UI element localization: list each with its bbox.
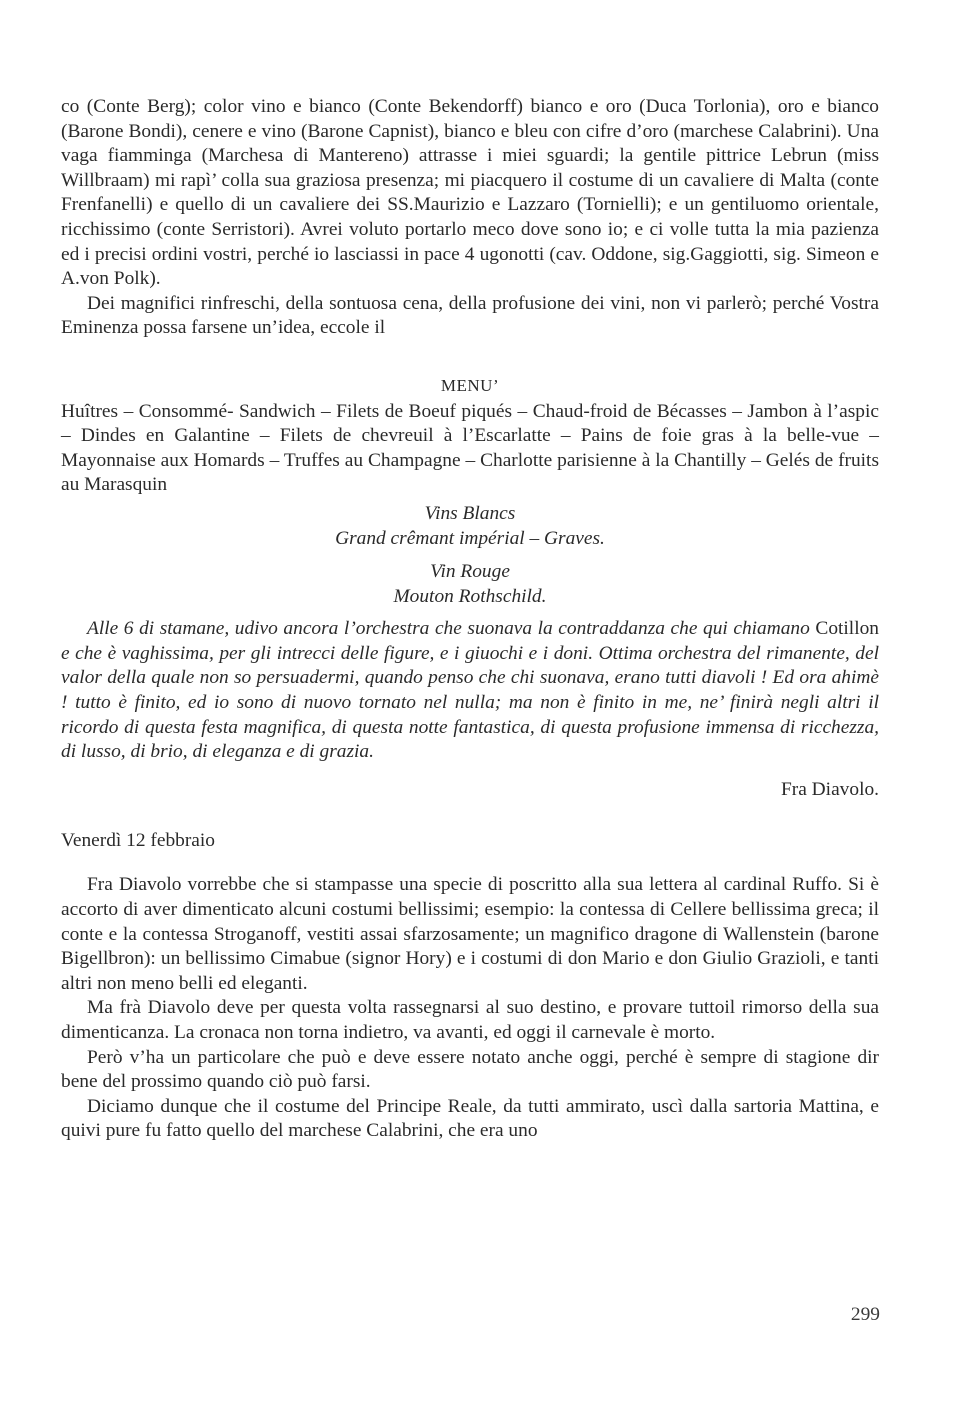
white-wines-list: Grand crêmant impérial – Graves. bbox=[335, 527, 605, 549]
paragraph-refreshments: Dei magnifici rinfreschi, della sontuosa cena, della profusione dei vini, non vi parlerò; perché Vostra Eminenza possa farsene un’idea, eccole il bbox=[61, 292, 879, 339]
letter-text-end: e che è vaghissima, per gli intrecci delle figure, e i giuochi e i doni. Ottima orchestra del rimanente, del valor della quale non so persuadermi, quando penso che chi suonava, erano tutti diavoli ! Ed ora ahimè ! tutto è finito, ed io sono di nuovo tornato nel nulla; ma non è finito in me, ne’ finirà negli altri il ricordo di questa festa magnifica, di questa notte fantastica, di questa profusione immensa di ricchezza, di lusso, di brio, di eleganza e di grazia. bbox=[61, 642, 879, 763]
white-wines-heading: Vins Blancs bbox=[424, 502, 516, 524]
paragraph-postscript: Fra Diavolo vorrebbe che si stampasse una specie di poscritto alla sua lettera al cardinal Ruffo. Si è accorto di aver dimenticato alcuni costumi bellissimi; esempio: la contessa di Cellere bellissima greca; il conte e la contessa Stroganoff, vestiti assai sfarzosamente; un magnifico dragone di Wallenstein (barone Bigellbron): un bellissimo Cimabue (signor Hory) e i costumi di don Mario e don Giulio Grazioli, e tanti altri non meno belli ed eleganti. bbox=[61, 874, 879, 994]
paragraph-particular: Però v’ha un particolare che può e deve essere notato anche oggi, perché è sempre di stagione dir bene del prossimo quando ciò può farsi. bbox=[61, 1046, 879, 1093]
menu-dishes: Huîtres – Consommé- Sandwich – Filets de Boeuf piqués – Chaud-froid de Bécasses – Jambon à l’aspic – Dindes en Galantine – Filets de chevreuil à l’Escarlatte – Pains de foie gras à la belle-vue – Mayonnaise aux Homards – Truffes au Champagne – Charlotte parisienne à la Chantilly – Gelés de fruits au Marasquin bbox=[61, 400, 879, 496]
paragraph-costumes: co (Conte Berg); color vino e bianco (Conte Bekendorff) bianco e oro (Duca Torlonia), oro e bianco (Barone Bondi), cenere e vino (Barone Capnist), bianco e bleu con cifre d’oro (marchese Calabrini). Una vaga fiamminga (Marchesa di Mantereno) attrasse i miei sguardi; la gentile pittrice Lebrun (miss Willbraam) mi rapì’ colla sua graziosa presenza; mi piacquero il costume di un cavaliere di Malta (conte Frenfanelli) e quello di un cavaliere dei SS.Maurizio e Lazzaro (Tornielli); e un gentiluomo orientale, ricchissimo (conte Serristori). Avrei voluto portarlo meco dove sono io; e ci volle tutta la mia pazienza ed i precisi ordini vostri, perché io lasciassi in pace 4 ugonotti (cav. Oddone, sig.Gaggiotti, sig. Simeon e A.von Polk). bbox=[61, 96, 879, 290]
entry-date: Venerdì 12 febbraio bbox=[61, 830, 215, 852]
page-number: 299 bbox=[850, 1304, 880, 1325]
cotillon-word: Cotillon bbox=[815, 618, 879, 640]
letter-paragraph bbox=[61, 617, 879, 765]
red-wine-heading: Vin Rouge bbox=[430, 561, 510, 583]
paragraph-costume-prince: Diciamo dunque che il costume del Principe Reale, da tutti ammirato, uscì dalla sartoria Mattina, e quivi pure fu fatto quello del marchese Calabrini, che era uno bbox=[61, 1095, 879, 1142]
red-wine-name: Mouton Rothschild. bbox=[393, 585, 547, 607]
white-wines-block bbox=[61, 502, 879, 551]
letter-signature: Fra Diavolo. bbox=[780, 778, 879, 800]
red-wine-block bbox=[61, 560, 879, 609]
page-body bbox=[61, 95, 879, 1144]
paragraph-remorse: Ma frà Diavolo deve per questa volta rassegnarsi al suo destino, e provare tuttoil rimorso della sua dimenticanza. La cronaca non torna indietro, va avanti, ed oggi il carnevale è morto. bbox=[61, 997, 879, 1043]
menu-title: MENU’ bbox=[440, 375, 500, 395]
letter-text-start: Alle 6 di stamane, udivo ancora l’orchestra che suonava la contraddanza che qui chiamano bbox=[87, 618, 810, 640]
